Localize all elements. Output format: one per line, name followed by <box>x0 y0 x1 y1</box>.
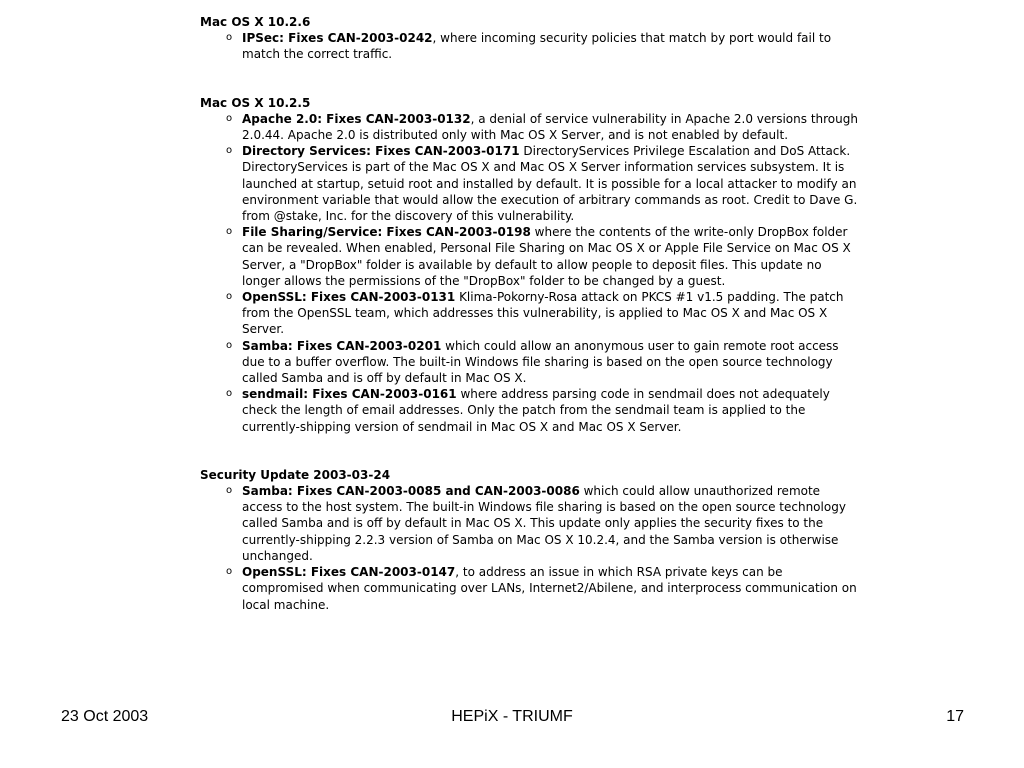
hollow-circle-bullet-icon: o <box>226 566 233 578</box>
hollow-circle-bullet-icon: o <box>226 291 233 303</box>
list-item <box>200 289 860 338</box>
footer-date: 23 Oct 2003 <box>61 708 149 725</box>
page-number: 17 <box>946 708 964 725</box>
item-heading: sendmail: Fixes CAN-2003-0161 <box>242 387 457 402</box>
item-heading: Samba: Fixes CAN-2003-0201 <box>242 338 442 353</box>
hollow-circle-bullet-icon: o <box>226 339 233 351</box>
list-item <box>200 564 860 613</box>
item-heading: Directory Services: Fixes CAN-2003-0171 <box>242 144 520 159</box>
item-text: which could allow unauthorized remote access to the host system. The built-in Windows file sharing is based on the open source technology called Samba and is off by default in Mac OS X. This update only applies the security fixes to the currently-shipping 2.2.3 version of Samba on Mac OS X 10.2.4, and the Samba version is otherwise unchanged. <box>242 484 846 563</box>
item-text: , to address an issue in which RSA private keys can be compromised when communicating over LANs, Internet2/Abilene, and interprocess communication on local machine. <box>242 565 857 612</box>
section-mac-os-x-10-2-6 <box>200 14 860 63</box>
item-text: , where incoming security policies that match by port would fail to match the correct traffic. <box>242 31 832 62</box>
slide-footer <box>0 708 1024 730</box>
list-item <box>200 30 860 62</box>
list-item <box>200 111 860 143</box>
item-text: , a denial of service vulnerability in Apache 2.0 versions through 2.0.44. Apache 2.0 is distributed only with Mac OS X Server, and is not enabled by default. <box>242 111 858 143</box>
item-list <box>200 111 860 435</box>
list-item <box>200 143 860 224</box>
section-title: Security Update 2003-03-24 <box>200 467 391 482</box>
hollow-circle-bullet-icon: o <box>226 112 233 124</box>
hollow-circle-bullet-icon: o <box>226 145 233 157</box>
hollow-circle-bullet-icon: o <box>226 388 233 400</box>
item-list <box>200 483 860 613</box>
hollow-circle-bullet-icon: o <box>226 485 233 497</box>
list-item <box>200 338 860 387</box>
hollow-circle-bullet-icon: o <box>226 226 233 238</box>
list-item <box>200 483 860 564</box>
slide-content <box>200 14 860 613</box>
section-security-update-2003-03-24 <box>200 467 860 613</box>
item-heading: File Sharing/Service: Fixes CAN-2003-0198 <box>242 225 531 240</box>
item-text: which could allow an anonymous user to gain remote root access due to a buffer overflow. The built-in Windows file sharing is based on the open source technology called Samba and is off by default in Mac OS X. <box>242 338 839 386</box>
item-text: DirectoryServices Privilege Escalation and DoS Attack. DirectoryServices is part of the Mac OS X and Mac OS X Server information services subsystem. It is launched at startup, setuid root and installed by default. It is possible for a local attacker to modify an environment variable that would allow the execution of arbitrary commands as root. Credit to Dave G. from @stake, Inc. for the discovery of this vulnerability. <box>242 144 858 224</box>
list-item <box>200 386 860 435</box>
section-title: Mac OS X 10.2.6 <box>200 15 311 29</box>
section-title: Mac OS X 10.2.5 <box>200 95 311 110</box>
item-heading: Samba: Fixes CAN-2003-0085 and CAN-2003-0086 <box>242 484 580 499</box>
item-heading: IPSec: Fixes CAN-2003-0242 <box>242 31 433 46</box>
item-heading: OpenSSL: Fixes CAN-2003-0147 <box>242 565 456 580</box>
item-list <box>200 30 860 62</box>
section-mac-os-x-10-2-5 <box>200 95 860 435</box>
item-heading: OpenSSL: Fixes CAN-2003-0131 <box>242 290 456 305</box>
footer-title: HEPiX - TRIUMF <box>451 708 573 725</box>
item-heading: Apache 2.0: Fixes CAN-2003-0132 <box>242 111 471 126</box>
item-text: where address parsing code in sendmail does not adequately check the length of email addresses. Only the patch from the sendmail team is applied to the currently-shipping version of sendmail in Mac OS X and Mac OS X Server. <box>242 387 830 434</box>
list-item <box>200 224 860 289</box>
item-text: where the contents of the write-only DropBox folder can be revealed. When enabled, Personal File Sharing on Mac OS X or Apple File Service on Mac OS X Server, a "DropBox" folder is available by default to allow people to deposit files. This update no longer allows the permissions of the "DropBox" folder to be changed by a guest. <box>242 225 851 288</box>
item-text: Klima-Pokorny-Rosa attack on PKCS #1 v1.5 padding. The patch from the OpenSSL team, which addresses this vulnerability, is applied to Mac OS X and Mac OS X Server. <box>242 290 844 337</box>
hollow-circle-bullet-icon: o <box>226 32 233 44</box>
